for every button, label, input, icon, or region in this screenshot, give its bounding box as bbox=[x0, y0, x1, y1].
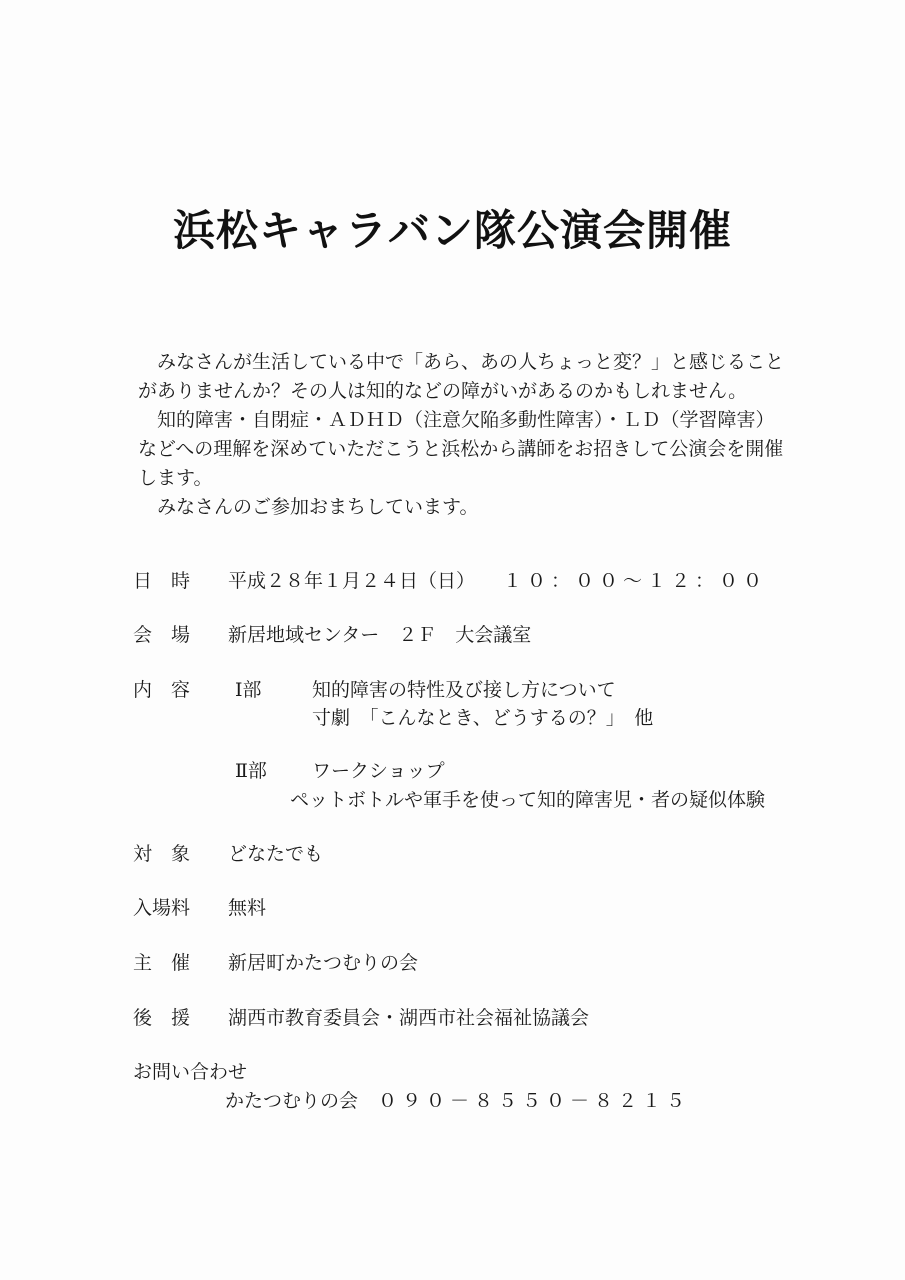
contact-name: かたつむりの会 bbox=[225, 1090, 359, 1112]
venue-label: 会 場 bbox=[133, 624, 191, 646]
date-label: 日 時 bbox=[133, 570, 191, 592]
venue-row bbox=[133, 622, 531, 648]
host-label: 主 催 bbox=[133, 952, 191, 974]
venue-value: 新居地域センター ２Ｆ 大会議室 bbox=[228, 624, 532, 646]
date-value: 平成２８年１月２４日（日） bbox=[228, 570, 476, 592]
part1-label: Ⅰ部 bbox=[235, 679, 262, 701]
date-row bbox=[133, 568, 767, 594]
target-row bbox=[133, 841, 323, 867]
intro-text bbox=[138, 348, 788, 522]
contact-phone: ０９０－８５５０－８２１５ bbox=[378, 1090, 691, 1112]
target-label: 対 象 bbox=[133, 843, 191, 865]
host-value: 新居町かたつむりの会 bbox=[228, 952, 419, 974]
fee-label: 入場料 bbox=[133, 897, 191, 919]
fee-row bbox=[133, 895, 266, 921]
part1-sub: 寸劇 「こんなとき、どうするの？」 他 bbox=[312, 707, 654, 729]
contact-label: お問い合わせ bbox=[133, 1061, 248, 1083]
part2-title: ワークショップ bbox=[312, 760, 445, 782]
target-value: どなたでも bbox=[228, 843, 324, 865]
content-label: 内 容 bbox=[133, 679, 191, 701]
intro-paragraph-2: 知的障害・自閉症・ＡＤＨＤ（注意欠陥多動性障害）・ＬＤ（学習障害）などへの理解を深めていただこうと浜松から講師をお招きして公演会を開催します。 bbox=[138, 409, 784, 489]
content-row bbox=[133, 677, 228, 703]
support-label: 後 援 bbox=[133, 1007, 191, 1029]
host-row bbox=[133, 950, 418, 976]
support-value: 湖西市教育委員会・湖西市社会福祉協議会 bbox=[228, 1007, 590, 1029]
time-value: １０：００～１２：００ bbox=[503, 570, 768, 592]
part2-label: Ⅱ部 bbox=[235, 760, 267, 782]
contact-row bbox=[225, 1088, 690, 1114]
part1-title: 知的障害の特性及び接し方について bbox=[312, 679, 616, 701]
fee-value: 無料 bbox=[228, 897, 267, 919]
intro-paragraph-1: みなさんが生活している中で「あら、あの人ちょっと変？」と感じることがありませんか？その人は知的などの障がいがあるのかもしれません。 bbox=[138, 351, 785, 402]
page-title: 浜松キャラバン隊公演会開催 bbox=[172, 206, 732, 255]
intro-paragraph-3: みなさんのご参加おまちしています。 bbox=[157, 496, 479, 518]
part2-sub: ペットボトルや軍手を使って知的障害児・者の疑似体験 bbox=[290, 789, 766, 811]
support-row bbox=[133, 1005, 589, 1031]
